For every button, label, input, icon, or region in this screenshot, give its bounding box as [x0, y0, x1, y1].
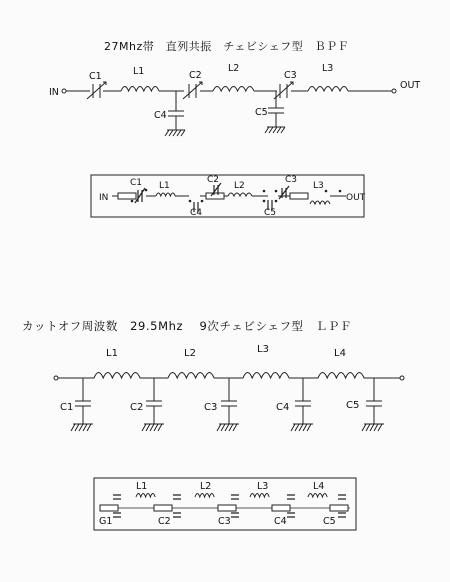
bpf-board-inductor-l1 — [156, 193, 175, 196]
bpf-board-label-c4: C4 — [190, 208, 203, 218]
bpf-label-c3: C3 — [284, 70, 297, 81]
lpf-board-label-g1: G1 — [99, 516, 113, 527]
bpf-capacitor-c5 — [265, 91, 285, 133]
bpf-schematic — [62, 82, 396, 136]
lpf-label-c4: C4 — [276, 402, 290, 413]
lpf-label-l1: L1 — [106, 348, 118, 359]
lpf-capacitor-c4 — [291, 378, 313, 431]
lpf-label-c3: C3 — [204, 402, 218, 413]
bpf-board-pad-c1 — [118, 193, 136, 199]
lpf-label-c1: C1 — [60, 402, 74, 413]
lpf-board-inductor-l4 — [308, 494, 327, 498]
bpf-board-label-l3: L3 — [313, 181, 324, 191]
bpf-board-pad-c3 — [290, 193, 308, 199]
bpf-board-label-l2: L2 — [234, 181, 245, 191]
lpf-inductor-l4 — [318, 373, 364, 379]
lpf-capacitor-c3 — [217, 378, 239, 431]
lpf-board-inductor-l3 — [250, 494, 269, 498]
lpf-capacitor-c5 — [362, 378, 384, 431]
bpf-board-pad-c2 — [206, 193, 224, 199]
bpf-in-label: IN — [49, 87, 59, 98]
bpf-board-label-c1: C1 — [130, 178, 143, 188]
bpf-label-l1: L1 — [133, 66, 145, 77]
bpf-inductor-l2 — [213, 87, 254, 92]
lpf-board-inductor-l2 — [195, 494, 214, 498]
bpf-inductor-l3 — [308, 87, 348, 92]
lpf-label-l4: L4 — [334, 348, 346, 359]
lpf-board-label-c3: C3 — [218, 516, 231, 527]
lpf-board-label-l3: L3 — [257, 481, 269, 492]
lpf-board-label-c5: C5 — [323, 516, 336, 527]
bpf-label-c1: C1 — [89, 71, 102, 82]
lpf-board-label-l2: L2 — [200, 481, 212, 492]
lpf-board-inductor-l1 — [136, 494, 155, 498]
bpf-label-c4: C4 — [154, 110, 167, 121]
lpf-inductor-l3 — [243, 373, 289, 379]
lpf-inductor-l1 — [94, 373, 140, 379]
lpf-label-c2: C2 — [130, 402, 144, 413]
bpf-board-in-label: IN — [99, 193, 109, 203]
bpf-board-label-l1: L1 — [159, 181, 170, 191]
bpf-board-inductor-l3 — [310, 201, 330, 204]
lpf-board-label-c4: C4 — [274, 516, 287, 527]
bpf-title: 27Mhz帯 直列共振 チェビシェフ型 ＢＰＦ — [104, 40, 350, 53]
lpf-board-label-c2: C2 — [158, 516, 171, 527]
bpf-label-c5: C5 — [255, 107, 268, 118]
lpf-board-label-l1: L1 — [136, 481, 148, 492]
bpf-out-label: OUT — [400, 80, 421, 91]
bpf-label-l3: L3 — [322, 63, 334, 74]
lpf-label-l3: L3 — [257, 344, 269, 355]
lpf-board-label-l4: L4 — [313, 481, 325, 492]
lpf-out-terminal — [400, 376, 404, 380]
bpf-in-terminal — [62, 89, 66, 93]
lpf-board-pad-5 — [330, 505, 348, 511]
lpf-title: カットオフ周波数 29.5Mhz 9次チェビシェフ型 ＬＰＦ — [22, 319, 353, 333]
lpf-label-l2: L2 — [184, 348, 196, 359]
bpf-board-out-label: OUT — [346, 193, 366, 203]
bpf-board-label-c5: C5 — [264, 208, 277, 218]
bpf-board-label-c3: C3 — [285, 175, 298, 185]
lpf-board-pad-1 — [100, 505, 118, 511]
lpf-board-pad-2 — [154, 505, 172, 511]
lpf-board-pad-4 — [272, 505, 290, 511]
bpf-inductor-l1 — [121, 87, 159, 92]
bpf-capacitor-c2 — [183, 82, 202, 99]
bpf-board-label-c2: C2 — [207, 175, 220, 185]
bpf-label-l2: L2 — [228, 63, 240, 74]
lpf-capacitor-c1 — [71, 378, 93, 431]
lpf-in-terminal — [54, 376, 58, 380]
lpf-board-pad-3 — [218, 505, 236, 511]
bpf-out-terminal — [392, 89, 396, 93]
bpf-label-c2: C2 — [189, 70, 202, 81]
bpf-board-inductor-l2 — [228, 193, 252, 196]
lpf-inductor-l2 — [168, 373, 214, 379]
bpf-capacitor-c4 — [165, 91, 185, 136]
lpf-board-labels — [99, 481, 336, 527]
lpf-capacitor-c2 — [142, 378, 164, 431]
lpf-label-c5: C5 — [346, 400, 360, 411]
bpf-labels — [49, 63, 420, 121]
